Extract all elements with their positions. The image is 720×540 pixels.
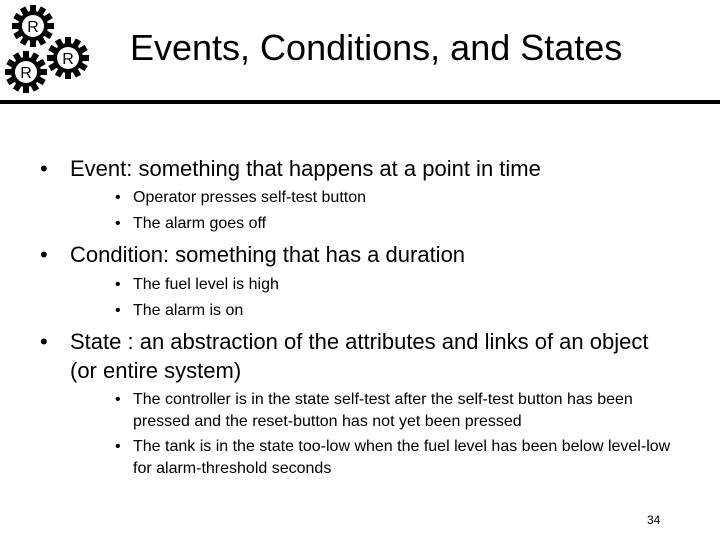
sub-bullet-text: The alarm goes off (133, 215, 267, 232)
bullet-icon: • (115, 276, 121, 293)
sub-bullet-text: The alarm is on (133, 302, 244, 319)
bullet-icon: • (115, 215, 121, 232)
bullet-icon: • (115, 391, 121, 408)
page-number: 34 (647, 513, 661, 527)
logo-letter: R (20, 65, 32, 82)
bullet-icon: • (115, 189, 121, 206)
logo-letter: R (62, 51, 74, 68)
logo-letter: R (27, 19, 39, 36)
bullet-text: Condition: something that has a duration (70, 242, 466, 267)
title-divider (0, 100, 720, 104)
bullet-icon: • (40, 156, 48, 181)
sub-bullet-text: Operator presses self-test button (133, 189, 366, 206)
bullet-icon: • (115, 302, 121, 319)
sub-bullet-text: The fuel level is high (133, 276, 279, 293)
sub-bullet-text: The controller is in the state self-test after the self-test button has been pressed and the reset-button has not yet been pressed (133, 391, 633, 430)
bullet-icon: • (40, 242, 48, 267)
bullet-icon: • (40, 329, 48, 354)
slide-title: Events, Conditions, and States (130, 27, 623, 68)
bullet-text: State : an abstraction of the attributes and links of an object (or entire system) (70, 329, 649, 383)
sub-bullet-text: The tank is in the state too-low when the fuel level has been below level-low for alarm-threshold seconds (133, 438, 671, 477)
bullet-text: Event: something that happens at a point in time (70, 156, 541, 181)
gears-logo-icon (0, 0, 100, 100)
bullet-icon: • (115, 438, 121, 455)
